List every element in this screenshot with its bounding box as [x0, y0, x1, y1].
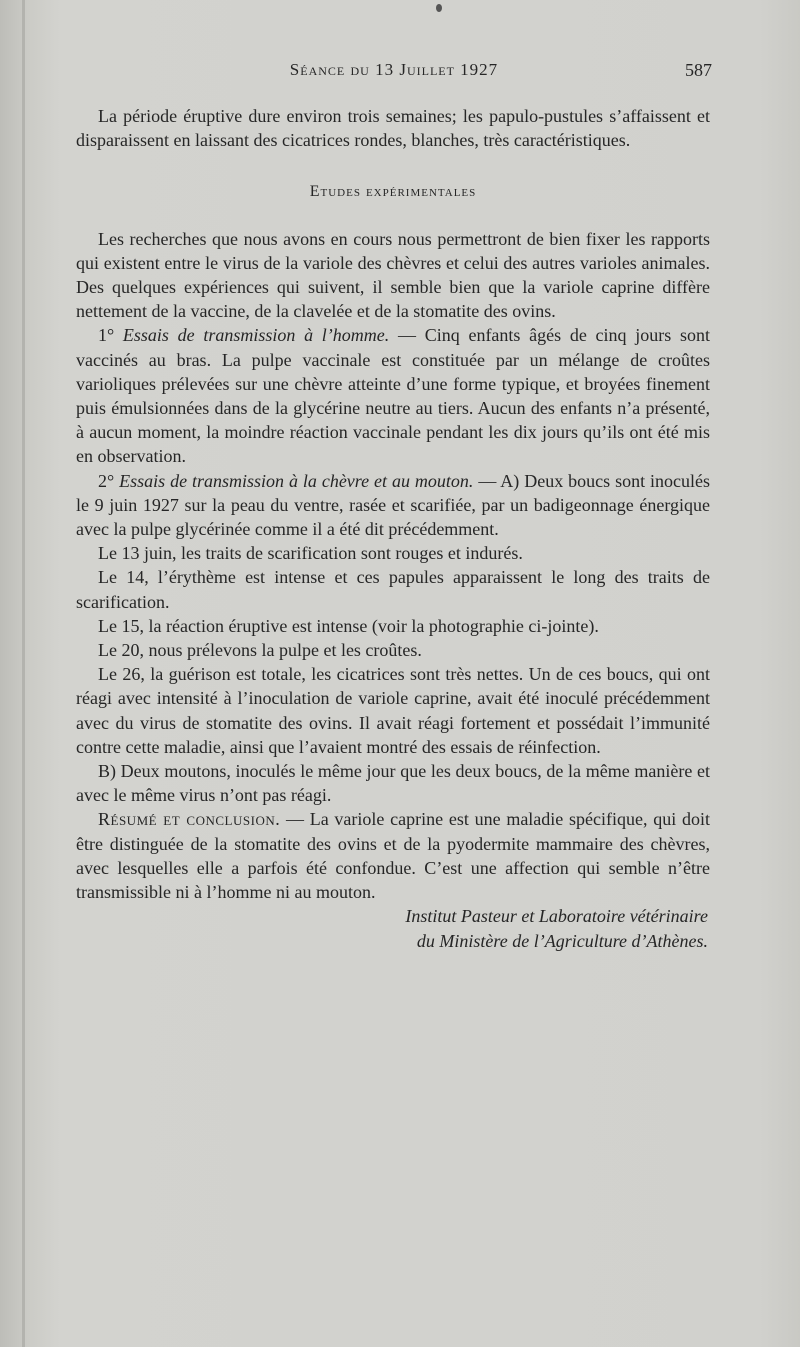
- paragraph-sheep: B) Deux moutons, inoculés le même jour que les deux boucs, de la même manière et avec le même virus n’ont pas réagi.: [76, 761, 710, 806]
- paragraph-june-20: Le 20, nous prélevons la pulpe et les croûtes.: [98, 640, 422, 661]
- paragraph-eruptive-period: La période éruptive dure environ trois semaines; les papulo-pustules s’affaissent et disparaissent en laissant des cicatrices rondes, blanches, très caractéristiques.: [76, 106, 710, 151]
- section-heading: Etudes expérimentales: [309, 183, 477, 201]
- paragraph-june-15: Le 15, la réaction éruptive est intense (voir la photographie ci-jointe).: [98, 615, 599, 636]
- conclusion-label: Résumé et conclusion.: [98, 809, 281, 830]
- conclusion-text: — La variole caprine est une maladie spécifique, qui doit être distinguée de la stomatite des ovins et de la pyodermite mammaire des chèvres, avec lesquelles elle a parfois été confondue. C’est une affection qui semble n’être transmissible ni à l’homme ni au mouton.: [76, 809, 710, 903]
- running-header: [76, 60, 712, 88]
- item-title: Essais de transmission à l’homme.: [122, 325, 390, 346]
- paragraph-june-14: Le 14, l’érythème est intense et ces papules apparaissent le long des traits de scarification.: [76, 567, 710, 612]
- signature-line-1: Institut Pasteur et Laboratoire vétérinaire: [405, 906, 708, 927]
- item-number: 2°: [98, 470, 120, 491]
- paragraph-june-26: Le 26, la guérison est totale, les cicatrices sont très nettes. Un de ces boucs, qui ont réagi avec intensité à l’inoculation de variole caprine, avait été inoculé précédemment avec du virus de stomatite des ovins. Il avait réagi fortement et possédait l’immunité contre cette maladie, ainsi que l’avaient montré des essais de réinfection.: [76, 664, 710, 757]
- paragraph-research: Les recherches que nous avons en cours nous permettront de bien fixer les rapports qui existent entre le virus de la variole des chèvres et celui des autres varioles animales. Des quelques expériences qui suivent, il semble bien que la variole caprine diffère nettement de la vaccine, de la clavelée et de la stomatite des ovins.: [76, 228, 710, 322]
- item-text: — A) Deux boucs sont inoculés le 9 juin 1927 sur la peau du ventre, rasée et scarifiée, par un badigeonnage énergique avec la pulpe glycérinée comme il a été dit précédemment.: [76, 470, 710, 540]
- paragraph-goat-transmission: [76, 469, 710, 542]
- page-number: 587: [685, 60, 712, 80]
- paragraph-human-transmission: [76, 323, 710, 468]
- paragraph-june-13: Le 13 juin, les traits de scarification sont rouges et indurés.: [98, 543, 523, 564]
- body-text: [76, 104, 710, 953]
- paragraph-conclusion: [76, 807, 710, 904]
- item-text: — Cinq enfants âgés de cinq jours sont vaccinés au bras. La pulpe vaccinale est constituée par un mélange de croûtes varioliques prélevées sur une chèvre atteinte d’une forme typique, et broyées finement puis émulsionnées dans de la glycérine neutre au tiers. Aucun des enfants n’a présenté, à aucun moment, la moindre réaction vaccinale pendant les dix jours qu’ils ont été mis en observation.: [76, 325, 710, 467]
- signature-line-2: du Ministère de l’Agriculture d’Athènes.: [416, 930, 708, 951]
- item-title: Essais de transmission à la chèvre et au mouton.: [119, 470, 474, 491]
- print-speck: [436, 4, 442, 12]
- page-spine-shadow: [22, 0, 25, 1347]
- item-number: 1°: [98, 325, 123, 346]
- header-title: Séance du 13 Juillet 1927: [289, 60, 499, 79]
